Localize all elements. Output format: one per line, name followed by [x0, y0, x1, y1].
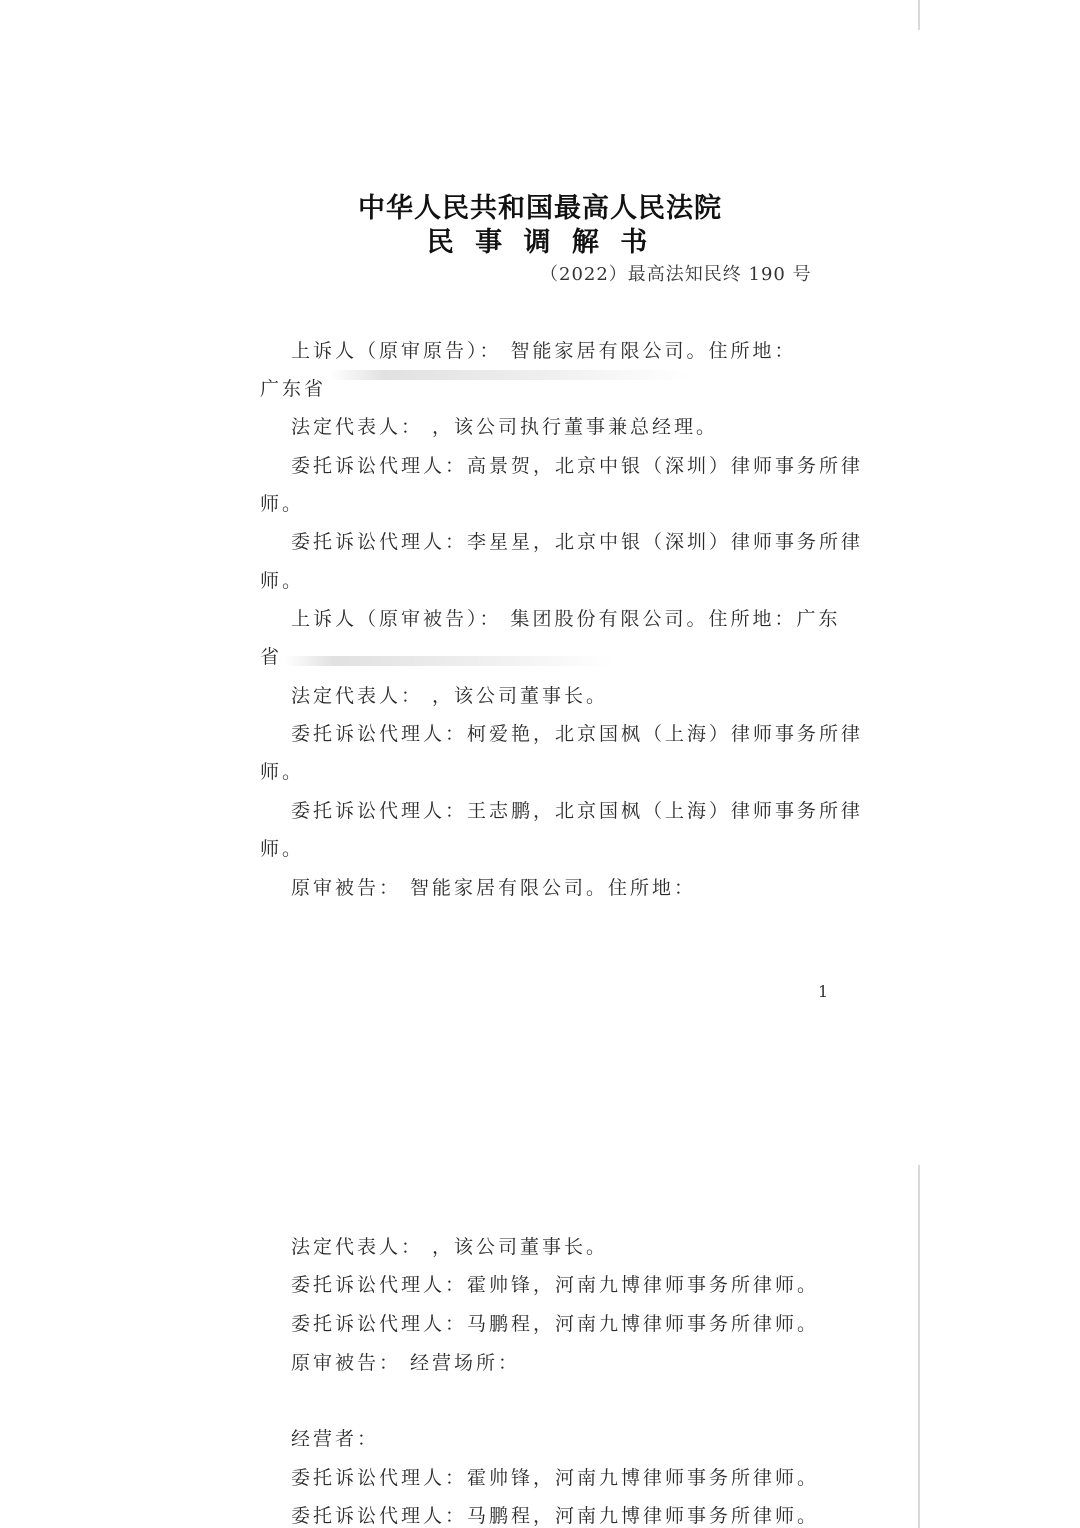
party-line: 经营者： [291, 1428, 380, 1450]
case-number: （2022）最高法知民终 190 号 [540, 264, 812, 285]
party-line: 广东省 [260, 378, 327, 400]
party-line: 上诉人（原审原告）： 智能家居有限公司。住所地： [291, 340, 797, 362]
party-line: 上诉人（原审被告）： 集团股份有限公司。住所地：广东 [291, 608, 841, 630]
party-line: 原审被告： 经营场所： [291, 1352, 521, 1374]
redaction-blur [284, 656, 614, 666]
party-line: 师。 [260, 761, 305, 783]
party-line: 省 [260, 646, 283, 668]
party-line: 委托诉讼代理人：高景贺，北京中银（深圳）律师事务所律 [291, 455, 864, 477]
page-edge-line-bottom [918, 1165, 920, 1528]
party-line: 法定代表人： ，该公司董事长。 [291, 1236, 609, 1258]
party-line: 委托诉讼代理人：马鹏程，河南九博律师事务所律师。 [291, 1505, 820, 1527]
redaction-blur [330, 370, 690, 380]
party-line: 委托诉讼代理人：霍帅锋，河南九博律师事务所律师。 [291, 1274, 820, 1296]
document-type-title: 民 事 调 解 书 [426, 227, 654, 258]
party-line: 委托诉讼代理人：王志鹏，北京国枫（上海）律师事务所律 [291, 800, 864, 822]
party-line: 委托诉讼代理人：柯爱艳，北京国枫（上海）律师事务所律 [291, 723, 864, 745]
party-line: 法定代表人： ，该公司执行董事兼总经理。 [291, 416, 719, 438]
party-line: 师。 [260, 570, 305, 592]
party-line: 师。 [260, 493, 305, 515]
party-line: 原审被告： 智能家居有限公司。住所地： [291, 877, 697, 899]
court-title: 中华人民共和国最高人民法院 [358, 193, 722, 224]
page-edge-line-top [918, 0, 920, 30]
page-number: 1 [818, 982, 829, 1001]
party-line: 委托诉讼代理人：马鹏程，河南九博律师事务所律师。 [291, 1313, 820, 1335]
party-line: 法定代表人： ，该公司董事长。 [291, 685, 609, 707]
party-line: 师。 [260, 838, 305, 860]
party-line: 委托诉讼代理人：霍帅锋，河南九博律师事务所律师。 [291, 1467, 820, 1489]
party-line: 委托诉讼代理人：李星星，北京中银（深圳）律师事务所律 [291, 531, 864, 553]
